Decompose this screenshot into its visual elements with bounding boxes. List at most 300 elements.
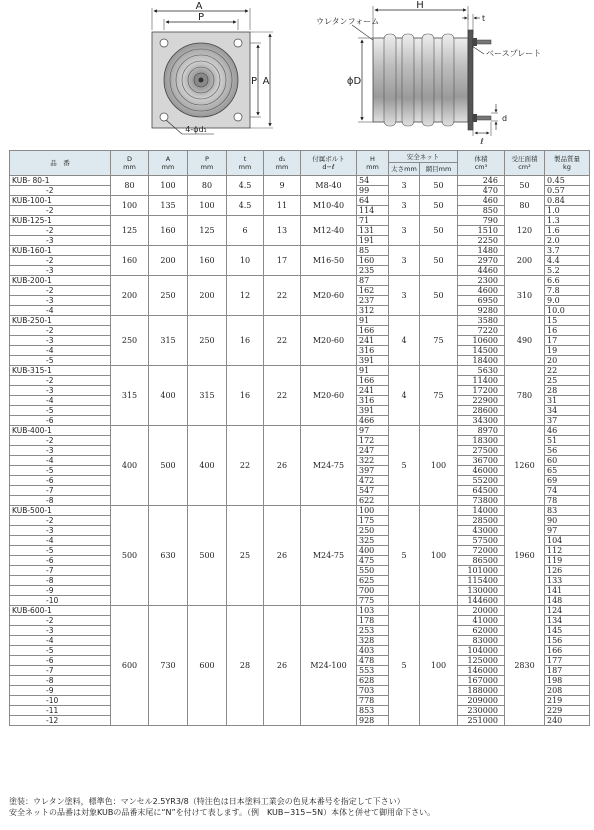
cell-net-dia: 3 <box>389 276 420 316</box>
cell-H: 100 <box>357 506 389 516</box>
cell-volume: 55200 <box>458 476 505 486</box>
header-d1: d₁ mm <box>264 151 301 176</box>
cell-model: -3 <box>10 626 111 636</box>
cell-H: 625 <box>357 576 389 586</box>
cell-model: -8 <box>10 496 111 506</box>
cell-P: 400 <box>188 426 227 506</box>
cell-volume: 11400 <box>458 376 505 386</box>
cell-H: 322 <box>357 456 389 466</box>
cell-model: -2 <box>10 516 111 526</box>
cell-volume: 125000 <box>458 656 505 666</box>
cell-mass: 5.2 <box>545 266 590 276</box>
cell-bolt: M20-60 <box>301 366 357 426</box>
cell-mass: 104 <box>545 536 590 546</box>
cell-mass: 74 <box>545 486 590 496</box>
cell-H: 703 <box>357 686 389 696</box>
cell-volume: 790 <box>458 216 505 226</box>
cell-model: -4 <box>10 306 111 316</box>
cell-model: -11 <box>10 706 111 716</box>
cell-mass: 208 <box>545 686 590 696</box>
header-H: H mm <box>357 151 389 176</box>
cell-mass: 2.0 <box>545 236 590 246</box>
cell-D: 600 <box>111 606 149 726</box>
footnotes <box>9 796 589 818</box>
cell-model: -3 <box>10 266 111 276</box>
cell-H: 928 <box>357 716 389 726</box>
cell-H: 550 <box>357 566 389 576</box>
cell-H: 466 <box>357 416 389 426</box>
table-header <box>10 151 590 176</box>
cell-mass: 4.4 <box>545 256 590 266</box>
cell-t: 25 <box>227 506 264 606</box>
table-row <box>10 276 590 286</box>
cell-A: 630 <box>149 506 188 606</box>
cell-volume: 36700 <box>458 456 505 466</box>
cell-model: -3 <box>10 446 111 456</box>
cell-H: 162 <box>357 286 389 296</box>
cell-volume: 167000 <box>458 676 505 686</box>
cell-mass: 56 <box>545 446 590 456</box>
table-row <box>10 506 590 516</box>
cell-volume: 146000 <box>458 666 505 676</box>
cushion-rings <box>164 43 238 117</box>
cell-mass: 15 <box>545 316 590 326</box>
cell-H: 160 <box>357 256 389 266</box>
cell-model: -3 <box>10 336 111 346</box>
bolt-hole <box>160 113 168 121</box>
cell-mass: 0.84 <box>545 196 590 206</box>
cell-H: 235 <box>357 266 389 276</box>
cell-H: 178 <box>357 616 389 626</box>
cell-net-mesh: 50 <box>420 176 458 196</box>
cell-volume: 64500 <box>458 486 505 496</box>
cell-area: 120 <box>505 216 545 246</box>
cell-volume: 34300 <box>458 416 505 426</box>
cell-H: 114 <box>357 206 389 216</box>
table-row <box>10 246 590 256</box>
cell-net-dia: 4 <box>389 316 420 366</box>
cell-area: 200 <box>505 246 545 276</box>
cell-bolt: M10-40 <box>301 196 357 216</box>
cell-mass: 0.45 <box>545 176 590 186</box>
cell-mass: 90 <box>545 516 590 526</box>
cell-H: 191 <box>357 236 389 246</box>
cell-mass: 119 <box>545 556 590 566</box>
cell-model: -12 <box>10 716 111 726</box>
cell-net-mesh: 50 <box>420 196 458 216</box>
table-body <box>10 176 590 726</box>
cell-H: 403 <box>357 646 389 656</box>
cell-H: 391 <box>357 406 389 416</box>
cell-volume: 22900 <box>458 396 505 406</box>
cell-D: 315 <box>111 366 149 426</box>
cell-H: 103 <box>357 606 389 616</box>
cell-volume: 8970 <box>458 426 505 436</box>
cell-mass: 145 <box>545 626 590 636</box>
cell-mass: 156 <box>545 636 590 646</box>
cell-model: -7 <box>10 566 111 576</box>
cell-mass: 1.3 <box>545 216 590 226</box>
cell-H: 71 <box>357 216 389 226</box>
cell-net-dia: 3 <box>389 246 420 276</box>
cell-t: 28 <box>227 606 264 726</box>
cell-model: -6 <box>10 556 111 566</box>
cell-mass: 3.7 <box>545 246 590 256</box>
cell-mass: 17 <box>545 336 590 346</box>
cell-volume: 62000 <box>458 626 505 636</box>
cell-model: -4 <box>10 536 111 546</box>
cell-H: 628 <box>357 676 389 686</box>
cell-model: KUB-500-1 <box>10 506 111 516</box>
cell-A: 200 <box>149 246 188 276</box>
cell-A: 250 <box>149 276 188 316</box>
cell-volume: 20000 <box>458 606 505 616</box>
cell-d1: 26 <box>264 506 301 606</box>
cell-bolt: M20-60 <box>301 316 357 366</box>
cell-mass: 97 <box>545 526 590 536</box>
cell-mass: 31 <box>545 396 590 406</box>
cell-mass: 1.6 <box>545 226 590 236</box>
cell-d1: 22 <box>264 316 301 366</box>
cell-model: -6 <box>10 416 111 426</box>
cell-mass: 141 <box>545 586 590 596</box>
cell-mass: 37 <box>545 416 590 426</box>
cell-P: 600 <box>188 606 227 726</box>
cell-volume: 7220 <box>458 326 505 336</box>
cell-A: 160 <box>149 216 188 246</box>
cell-D: 125 <box>111 216 149 246</box>
cell-t: 10 <box>227 246 264 276</box>
cell-net-dia: 3 <box>389 176 420 196</box>
cell-bolt: M24-75 <box>301 426 357 506</box>
cell-mass: 65 <box>545 466 590 476</box>
table-row <box>10 316 590 326</box>
cell-net-dia: 5 <box>389 606 420 726</box>
cell-model: KUB-315-1 <box>10 366 111 376</box>
header-area: 受圧面積 cm² <box>505 151 545 176</box>
cell-model: -6 <box>10 476 111 486</box>
cell-H: 547 <box>357 486 389 496</box>
cell-volume: 1510 <box>458 226 505 236</box>
cell-t: 4.5 <box>227 196 264 216</box>
cell-volume: 73800 <box>458 496 505 506</box>
cell-volume: 460 <box>458 196 505 206</box>
cell-H: 241 <box>357 386 389 396</box>
cell-d1: 26 <box>264 426 301 506</box>
dim-phiD-label: ϕD <box>346 76 362 87</box>
cell-bolt: M24-100 <box>301 606 357 726</box>
cell-H: 475 <box>357 556 389 566</box>
cell-volume: 101000 <box>458 566 505 576</box>
cell-P: 100 <box>188 196 227 216</box>
table-row <box>10 366 590 376</box>
cell-model: -2 <box>10 616 111 626</box>
cell-mass: 16 <box>545 326 590 336</box>
cell-net-mesh: 75 <box>420 366 458 426</box>
cell-mass: 22 <box>545 366 590 376</box>
cell-net-dia: 4 <box>389 366 420 426</box>
cell-model: -2 <box>10 186 111 196</box>
cell-mass: 51 <box>545 436 590 446</box>
bolt-hole <box>234 39 242 47</box>
cell-area: 310 <box>505 276 545 316</box>
cell-model: -2 <box>10 286 111 296</box>
table-row <box>10 176 590 186</box>
cell-H: 166 <box>357 326 389 336</box>
cell-mass: 126 <box>545 566 590 576</box>
cell-model: -9 <box>10 586 111 596</box>
cell-model: -4 <box>10 456 111 466</box>
side-view <box>316 0 541 146</box>
cell-volume: 1480 <box>458 246 505 256</box>
spec-table <box>9 150 590 726</box>
cell-volume: 144600 <box>458 596 505 606</box>
cell-H: 250 <box>357 526 389 536</box>
cell-volume: 188000 <box>458 686 505 696</box>
cell-H: 247 <box>357 446 389 456</box>
cell-area: 780 <box>505 366 545 426</box>
cell-area: 1960 <box>505 506 545 606</box>
cell-model: -2 <box>10 256 111 266</box>
dim-P-side-label: P <box>250 76 258 87</box>
cell-mass: 46 <box>545 426 590 436</box>
cell-H: 472 <box>357 476 389 486</box>
cell-H: 166 <box>357 376 389 386</box>
cell-volume: 18400 <box>458 356 505 366</box>
cell-volume: 18300 <box>458 436 505 446</box>
cell-H: 328 <box>357 636 389 646</box>
cell-mass: 9.0 <box>545 296 590 306</box>
cell-model: -4 <box>10 396 111 406</box>
cell-bolt: M12-40 <box>301 216 357 246</box>
cell-d1: 22 <box>264 366 301 426</box>
cell-model: -4 <box>10 636 111 646</box>
cell-mass: 10.0 <box>545 306 590 316</box>
cell-model: KUB-400-1 <box>10 426 111 436</box>
cell-A: 135 <box>149 196 188 216</box>
cell-A: 100 <box>149 176 188 196</box>
table-row <box>10 606 590 616</box>
cell-model: -10 <box>10 596 111 606</box>
cell-volume: 86500 <box>458 556 505 566</box>
cell-t: 16 <box>227 316 264 366</box>
cell-mass: 1.0 <box>545 206 590 216</box>
header-D: D mm <box>111 151 149 176</box>
cell-H: 700 <box>357 586 389 596</box>
cell-volume: 72000 <box>458 546 505 556</box>
cell-model: -5 <box>10 546 111 556</box>
cell-H: 87 <box>357 276 389 286</box>
cell-area: 490 <box>505 316 545 366</box>
cell-volume: 115400 <box>458 576 505 586</box>
cell-D: 80 <box>111 176 149 196</box>
cell-volume: 4600 <box>458 286 505 296</box>
cell-mass: 133 <box>545 576 590 586</box>
cell-H: 778 <box>357 696 389 706</box>
cell-mass: 69 <box>545 476 590 486</box>
cell-net-mesh: 50 <box>420 216 458 246</box>
dim-t-label: t <box>482 14 486 23</box>
header-t: t mm <box>227 151 264 176</box>
cell-model: -7 <box>10 666 111 676</box>
cell-volume: 28600 <box>458 406 505 416</box>
cell-mass: 134 <box>545 616 590 626</box>
cell-A: 315 <box>149 316 188 366</box>
cell-H: 175 <box>357 516 389 526</box>
cell-d1: 22 <box>264 276 301 316</box>
dim-H-label: H <box>416 0 424 11</box>
cell-mass: 60 <box>545 456 590 466</box>
cell-mass: 7.8 <box>545 286 590 296</box>
cell-volume: 246 <box>458 176 505 186</box>
cell-mass: 240 <box>545 716 590 726</box>
cell-H: 91 <box>357 316 389 326</box>
cell-model: KUB-250-1 <box>10 316 111 326</box>
cell-H: 553 <box>357 666 389 676</box>
cell-net-mesh: 100 <box>420 506 458 606</box>
cell-A: 400 <box>149 366 188 426</box>
cell-mass: 148 <box>545 596 590 606</box>
cell-mass: 229 <box>545 706 590 716</box>
cell-volume: 28500 <box>458 516 505 526</box>
cell-mass: 19 <box>545 346 590 356</box>
cell-H: 775 <box>357 596 389 606</box>
footnote-safety-net: 安全ネットの品番は対象KUBの品番末尾に“N”を付けて表します。（例 KUB−315−5N）本体と併せて御用命下さい。 <box>9 808 436 817</box>
cell-H: 131 <box>357 226 389 236</box>
header-volume: 体積 cm³ <box>458 151 505 176</box>
cell-H: 253 <box>357 626 389 636</box>
cell-model: -4 <box>10 346 111 356</box>
cell-mass: 124 <box>545 606 590 616</box>
cell-net-mesh: 50 <box>420 276 458 316</box>
cell-volume: 57500 <box>458 536 505 546</box>
cell-H: 397 <box>357 466 389 476</box>
cell-mass: 20 <box>545 356 590 366</box>
cell-H: 478 <box>357 656 389 666</box>
cell-H: 172 <box>357 436 389 446</box>
cell-mass: 198 <box>545 676 590 686</box>
cell-d1: 9 <box>264 176 301 196</box>
cell-A: 500 <box>149 426 188 506</box>
front-view <box>152 1 273 134</box>
cell-volume: 43000 <box>458 526 505 536</box>
cell-volume: 41000 <box>458 616 505 626</box>
cell-D: 100 <box>111 196 149 216</box>
cell-P: 80 <box>188 176 227 196</box>
cell-volume: 2250 <box>458 236 505 246</box>
bolt-hole <box>234 113 242 121</box>
cell-model: -5 <box>10 406 111 416</box>
cell-model: KUB- 80-1 <box>10 176 111 186</box>
cell-P: 160 <box>188 246 227 276</box>
cell-volume: 3580 <box>458 316 505 326</box>
side-base-plate <box>468 30 473 130</box>
cell-mass: 112 <box>545 546 590 556</box>
cell-mass: 34 <box>545 406 590 416</box>
table-row <box>10 426 590 436</box>
dim-A-label: A <box>195 1 203 12</box>
cell-volume: 251000 <box>458 716 505 726</box>
cell-d1: 17 <box>264 246 301 276</box>
cell-H: 400 <box>357 546 389 556</box>
cell-volume: 14000 <box>458 506 505 516</box>
cell-volume: 17200 <box>458 386 505 396</box>
table-row <box>10 196 590 206</box>
cell-mass: 6.6 <box>545 276 590 286</box>
header-net: 安全ネット <box>389 151 458 163</box>
cell-H: 54 <box>357 176 389 186</box>
bolt-hole <box>160 39 168 47</box>
cell-H: 64 <box>357 196 389 206</box>
header-P: P mm <box>188 151 227 176</box>
header-A: A mm <box>149 151 188 176</box>
cell-mass: 0.57 <box>545 186 590 196</box>
cell-model: -3 <box>10 236 111 246</box>
cell-model: -5 <box>10 466 111 476</box>
cell-bolt: M8-40 <box>301 176 357 196</box>
cell-H: 325 <box>357 536 389 546</box>
cell-D: 400 <box>111 426 149 506</box>
cell-volume: 83000 <box>458 636 505 646</box>
cell-D: 500 <box>111 506 149 606</box>
cell-volume: 6950 <box>458 296 505 306</box>
cell-P: 125 <box>188 216 227 246</box>
cell-mass: 177 <box>545 656 590 666</box>
cell-volume: 4460 <box>458 266 505 276</box>
cell-net-mesh: 50 <box>420 246 458 276</box>
cell-mass: 25 <box>545 376 590 386</box>
dim-P-label: P <box>197 12 205 23</box>
cell-model: KUB-600-1 <box>10 606 111 616</box>
cell-net-mesh: 100 <box>420 426 458 506</box>
cell-model: -3 <box>10 386 111 396</box>
cell-model: -2 <box>10 206 111 216</box>
cell-model: KUB-100-1 <box>10 196 111 206</box>
cell-H: 316 <box>357 396 389 406</box>
cell-bolt: M24-75 <box>301 506 357 606</box>
cell-d1: 26 <box>264 606 301 726</box>
cell-volume: 470 <box>458 186 505 196</box>
baseplate-label: ベースプレート <box>486 49 542 58</box>
cell-volume: 5630 <box>458 366 505 376</box>
cell-P: 500 <box>188 506 227 606</box>
header-bolt: 付属ボルト d−ℓ <box>301 151 357 176</box>
cell-volume: 130000 <box>458 586 505 596</box>
cell-volume: 104000 <box>458 646 505 656</box>
cell-model: -3 <box>10 296 111 306</box>
cell-H: 622 <box>357 496 389 506</box>
cell-volume: 850 <box>458 206 505 216</box>
cell-D: 160 <box>111 246 149 276</box>
cell-model: -2 <box>10 226 111 236</box>
cell-model: -6 <box>10 656 111 666</box>
cell-volume: 2970 <box>458 256 505 266</box>
dim-l-label: ℓ <box>480 137 484 146</box>
cell-t: 12 <box>227 276 264 316</box>
cell-H: 97 <box>357 426 389 436</box>
cell-mass: 219 <box>545 696 590 706</box>
cell-volume: 46000 <box>458 466 505 476</box>
cell-model: -3 <box>10 526 111 536</box>
cell-net-dia: 5 <box>389 506 420 606</box>
cell-H: 312 <box>357 306 389 316</box>
cell-volume: 14500 <box>458 346 505 356</box>
cell-model: KUB-200-1 <box>10 276 111 286</box>
cell-t: 16 <box>227 366 264 426</box>
cell-volume: 10600 <box>458 336 505 346</box>
cell-area: 50 <box>505 176 545 196</box>
cell-net-dia: 5 <box>389 426 420 506</box>
